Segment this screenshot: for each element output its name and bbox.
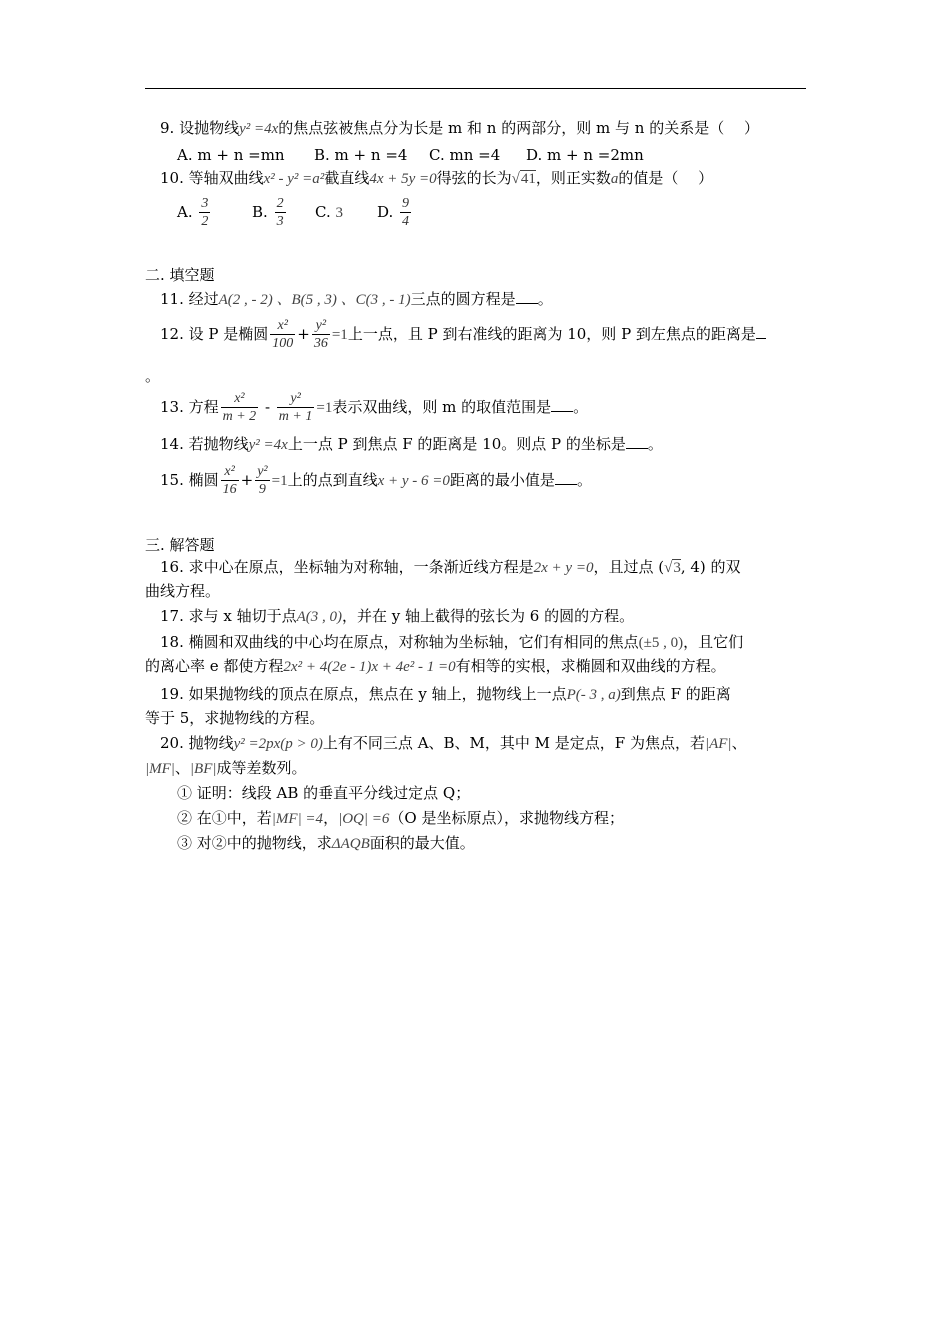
question-11: 11. 经过A(2 , - 2) 、B(5 , 3) 、C(3 , - 1)三点的圆方程是 。 (160, 290, 553, 308)
q9-option-b: B. m + n =4 (314, 146, 408, 164)
q10-prefix: 10. 等轴双曲线 (160, 169, 264, 187)
question-20-sub3: ③ 对②中的抛物线，求ΔAQB面积的最大值。 (177, 834, 475, 852)
q10-expr1: x² - y² =a² (263, 171, 325, 187)
question-10: 10. 等轴双曲线x² - y² =a²截直线4x + 5y =0得弦的长为√41，则正实数a的值是（ ） (160, 169, 714, 187)
section-2-title: 二. 填空题 (145, 266, 215, 284)
question-20-line1: 20. 抛物线y² =2px(p > 0)上有不同三点 A、B、M，其中 M 是定点，F 为焦点，若|AF|、 (160, 734, 747, 752)
section-3-title: 三. 解答题 (145, 536, 215, 554)
q9-prefix: 9. 设抛物线 (160, 119, 240, 137)
q11-answer-blank (516, 289, 538, 304)
q10-option-a: A. $\frac{3}{2}$ (177, 195, 209, 229)
question-12: 12. 设 P 是椭圆 $\frac{\text{x²}}{100}$ + $\frac{\text{y²}}{36}$ =1上一点，且 P 到右准线的距离为 10，则 P 到左焦点的距离是 (160, 314, 766, 355)
q10-option-b: B. $\frac{2}{3}$ (252, 195, 284, 229)
question-20-sub2: ② 在①中，若|MF| =4，|OQ| =6（O 是坐标原点），求抛物线方程； (177, 809, 624, 827)
q10-sqrt: 41 (520, 171, 536, 187)
q10-tail: 的值是（ ） (618, 169, 714, 187)
question-20-line2: |MF|、|BF|成等差数列。 (145, 759, 307, 777)
q9-options (177, 145, 644, 165)
question-20-sub1: ① 证明：线段 AB 的垂直平分线过定点 Q； (177, 784, 471, 802)
question-18-line2: 的离心率 e 都使方程2x² + 4(2e - 1)x + 4e² - 1 =0有相等的实根，求椭圆和双曲线的方程。 (145, 657, 726, 675)
q10-expr2: 4x + 5y =0 (369, 171, 437, 187)
question-17: 17. 求与 x 轴切于点A(3 , 0)，并在 y 轴上截得的弦长为 6 的圆的方程。 (160, 607, 635, 625)
question-18-line1: 18. 椭圆和双曲线的中心均在原点，对称轴为坐标轴，它们有相同的焦点(±5 , 0)，且它们 (160, 633, 744, 651)
q12-answer-blank (756, 324, 766, 339)
q12-end: 。 (145, 367, 161, 385)
question-16-line2: 曲线方程。 (145, 582, 221, 600)
question-19-line1: 19. 如果抛物线的顶点在原点，焦点在 y 轴上，抛物线上一点P(- 3 , a)到焦点 F 的距离 (160, 685, 731, 703)
question-14: 14. 若抛物线y² =4x上一点 P 到焦点 F 的距离是 10。则点 P 的坐标是 。 (160, 435, 663, 453)
q15-answer-blank (555, 470, 577, 485)
q10-options (177, 194, 413, 231)
q14-answer-blank (626, 434, 648, 449)
q11-points: A(2 , - 2) 、B(5 , 3) 、C(3 , - 1) (218, 292, 411, 308)
q10-var: a (610, 171, 619, 187)
question-16-line1: 16. 求中心在原点，坐标轴为对称轴，一条渐近线方程是2x + y =0，且过点 (√3, 4) 的双 (160, 558, 741, 576)
q10-option-d: D. $\frac{9}{4}$ (377, 195, 410, 229)
q9-rest: 的焦点弦被焦点分为长是 m 和 n 的两部分，则 m 与 n 的关系是（ ） (278, 119, 759, 137)
question-15: 15. 椭圆 $\frac{\text{x²}}{16}$ + $\frac{\text{y²}}{9}$ =1上的点到直线x + y - 6 =0距离的最小值是 。 (160, 463, 592, 497)
q10-mid1: 截直线 (324, 169, 370, 187)
question-13: 13. 方程 $\frac{\text{x²}}{m + 2}$ - $\frac{\text{y²}}{m + 1}$ =1表示双曲线，则 m 的取值范围是 。 (160, 390, 589, 424)
q10-end: ，则正实数 (535, 169, 611, 187)
question-9 (160, 118, 759, 139)
q10-mid2: 得弦的长为 (436, 169, 512, 187)
q9-option-c: C. mn =4 (429, 146, 501, 164)
question-19-line2: 等于 5，求抛物线的方程。 (145, 709, 325, 727)
q10-option-c: C. 3 (315, 203, 343, 221)
q9-option-d: D. m + n =2mn (526, 146, 644, 164)
q9-expr: y² =4x (239, 121, 279, 137)
header-rule (145, 88, 806, 89)
q9-option-a: A. m + n =mn (177, 146, 285, 164)
q13-answer-blank (551, 397, 573, 412)
